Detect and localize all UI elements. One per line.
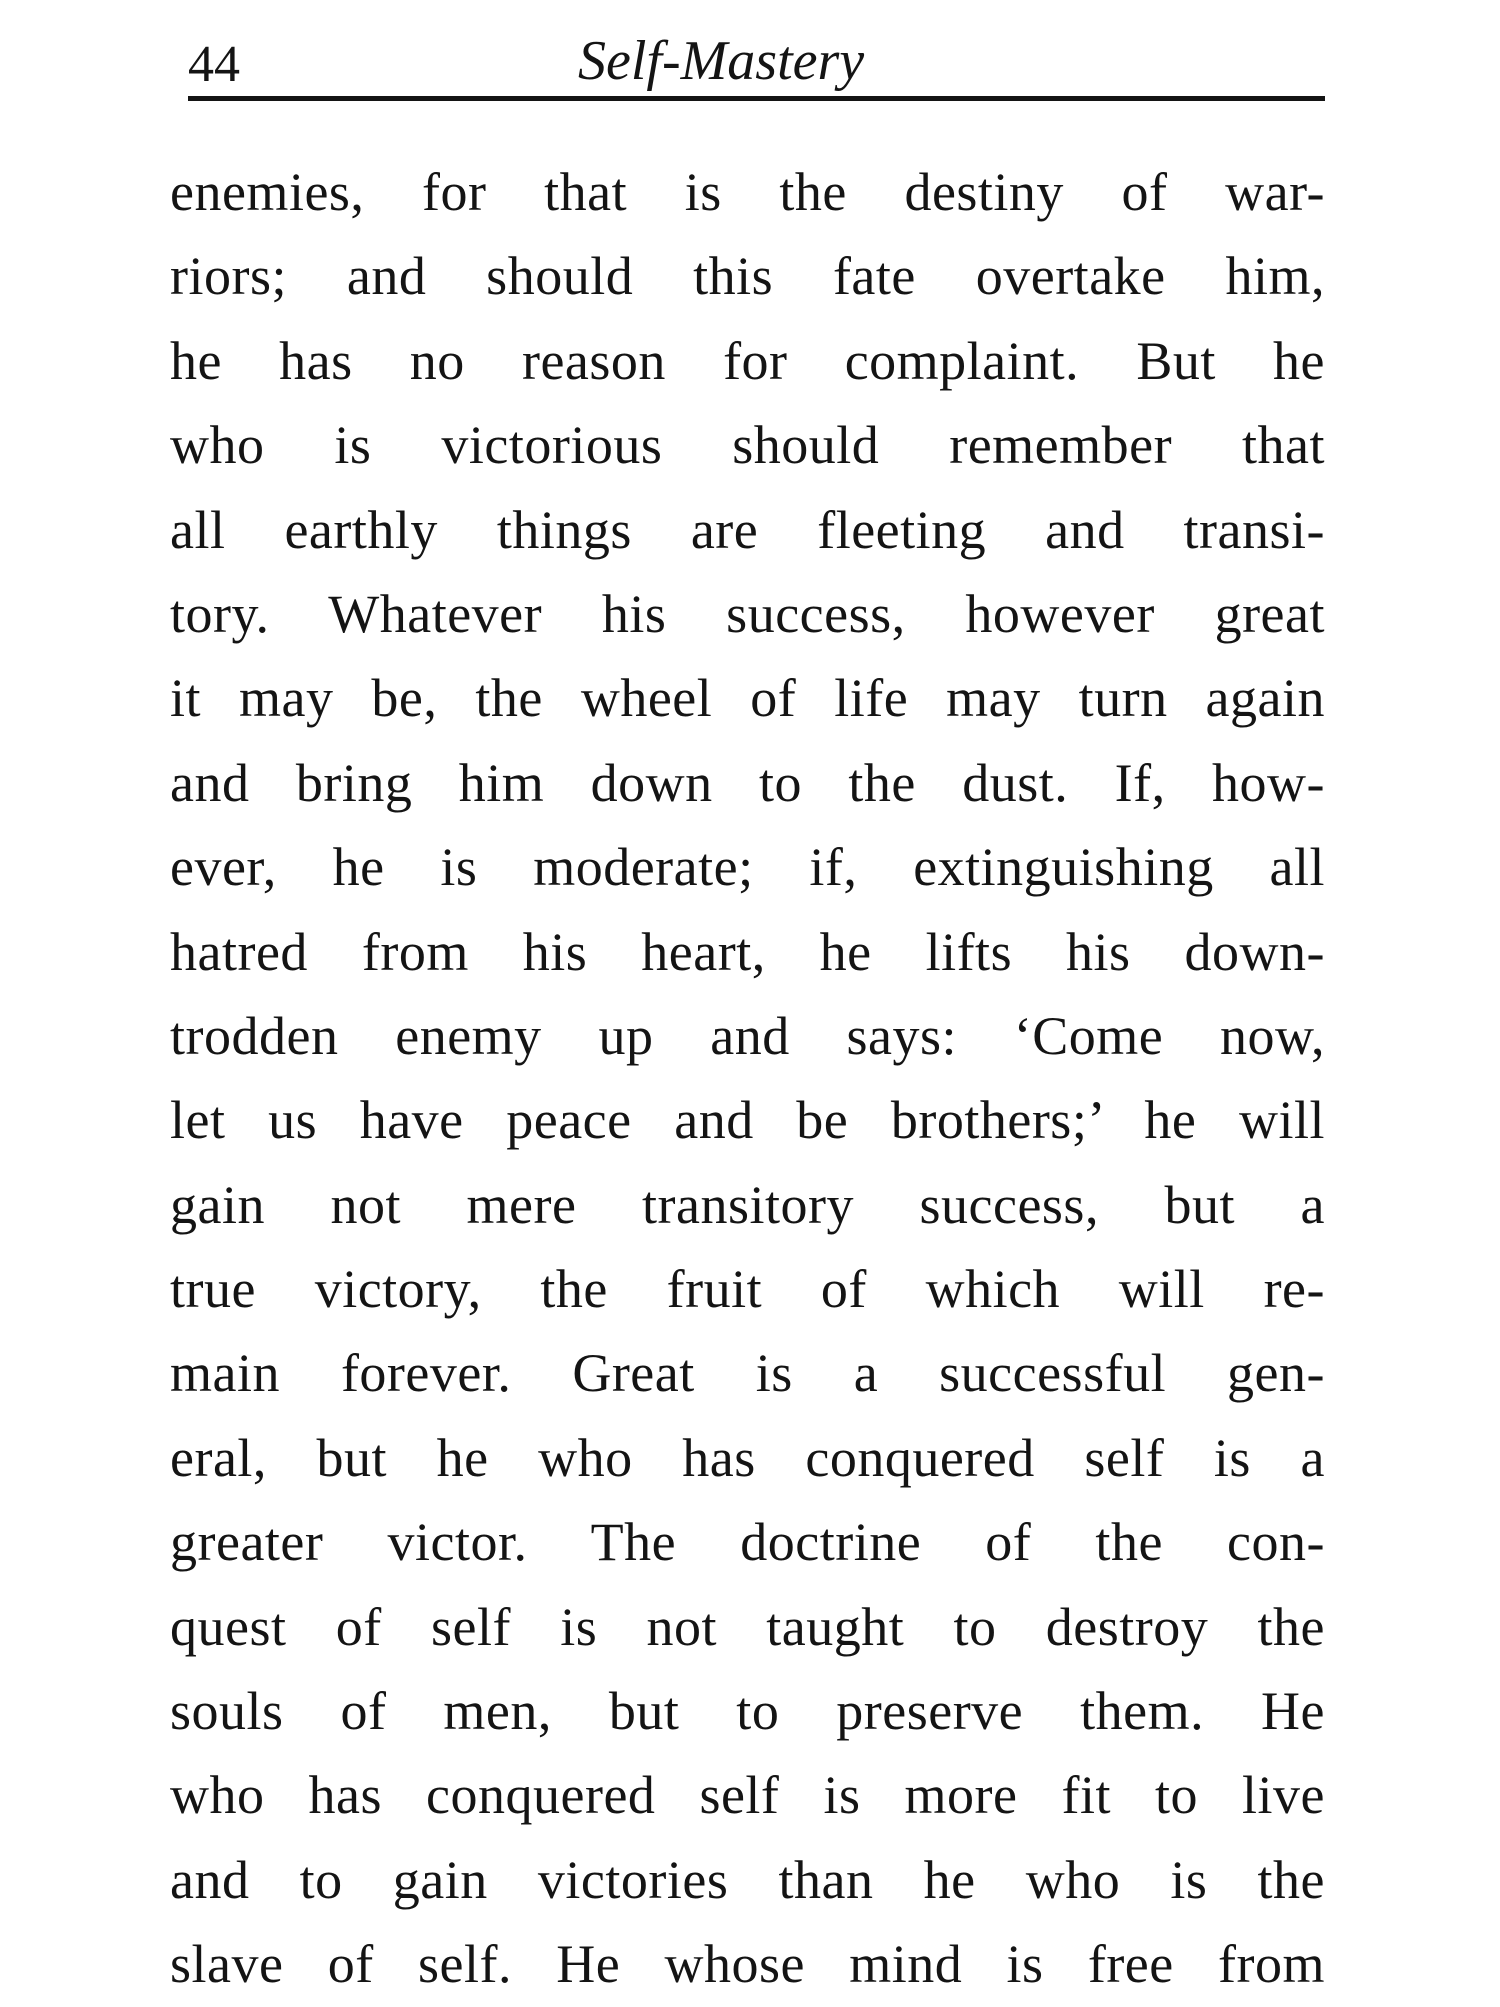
text-line: gain not mere transitory success, but a (170, 1174, 1325, 1235)
header-rule (188, 96, 1325, 101)
text-line: true victory, the fruit of which will re- (170, 1259, 1325, 1320)
text-line: enemies, for that is the destiny of war- (170, 162, 1325, 222)
text-line: who has conquered self is more fit to live (170, 1765, 1325, 1826)
running-head (188, 28, 1325, 104)
text-line: main forever. Great is a successful gen- (170, 1343, 1325, 1404)
text-line: greater victor. The doctrine of the con- (170, 1512, 1325, 1573)
text-line: he has no reason for complaint. But he (170, 330, 1325, 391)
text-line: eral, but he who has conquered self is a (170, 1427, 1325, 1488)
text-line: trodden enemy up and says: ‘Come now, (170, 1005, 1325, 1066)
text-line: ever, he is moderate; if, extinguishing all (170, 837, 1325, 898)
text-line: all earthly things are fleeting and transi- (170, 499, 1325, 560)
running-title: Self-Mastery (578, 30, 865, 92)
text-line: hatred from his heart, he lifts his down- (170, 921, 1325, 982)
text-line: souls of men, but to preserve them. He (170, 1681, 1325, 1742)
text-line: it may be, the wheel of life may turn again (170, 668, 1325, 729)
text-line: slave of self. He whose mind is free from (170, 1934, 1325, 1995)
text-line: riors; and should this fate overtake him, (170, 246, 1325, 307)
page-number: 44 (188, 36, 240, 93)
text-line: and bring him down to the dust. If, how- (170, 752, 1325, 813)
text-line: and to gain victories than he who is the (170, 1849, 1325, 1910)
text-line: let us have peace and be brothers;’ he will (170, 1090, 1325, 1151)
text-line: tory. Whatever his success, however great (170, 583, 1325, 644)
body-text (170, 150, 1325, 2007)
text-line: quest of self is not taught to destroy the (170, 1596, 1325, 1657)
text-line: who is victorious should remember that (170, 415, 1325, 476)
